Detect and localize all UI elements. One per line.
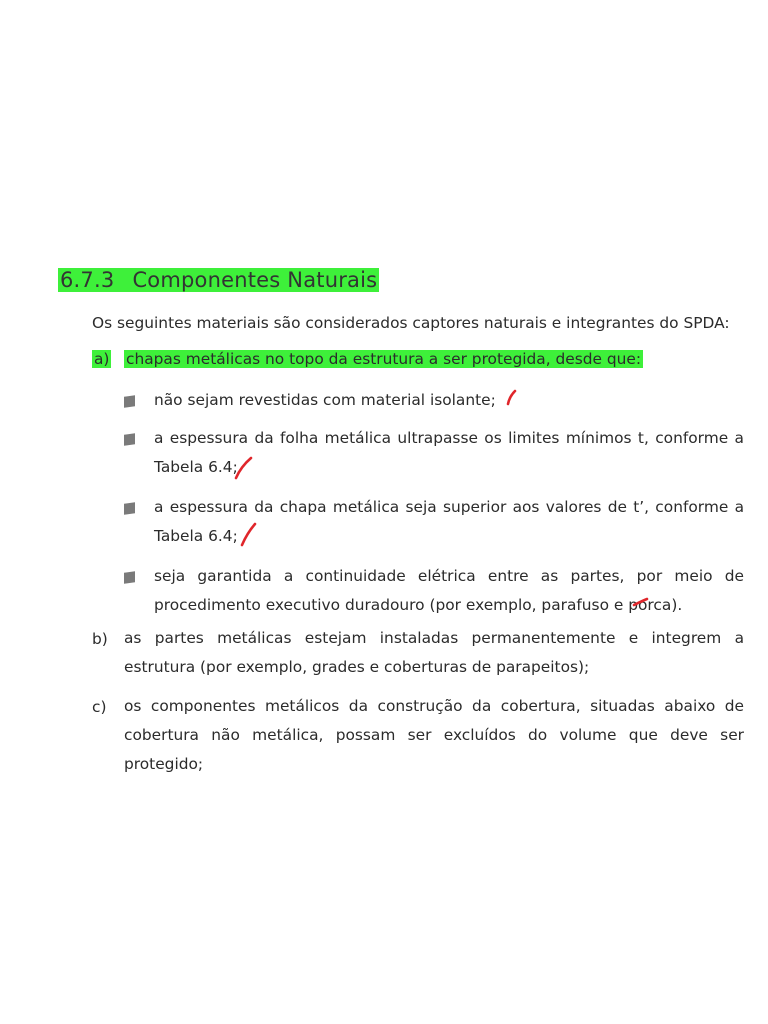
red-check-mark-icon	[503, 388, 519, 408]
item-c-label: c)	[92, 698, 107, 716]
bullet-marker-1	[124, 395, 135, 408]
intro-paragraph: Os seguintes materiais são considerados captores naturais e integrantes do SPDA:	[92, 314, 730, 332]
item-b-text: as partes metálicas estejam instaladas permanentemente e integrem a estrutura (por exemplo, grades e coberturas de parapeitos);	[124, 629, 744, 676]
bullet-text-2: a espessura da folha metálica ultrapasse os limites mínimos t, conforme a Tabela 6.4;	[154, 429, 744, 476]
item-c-text: os componentes metálicos da construção da cobertura, situadas abaixo de cobertura não metálica, possam ser excluídos do volume que deve ser protegido;	[124, 697, 744, 773]
bullet-text-1: não sejam revestidas com material isolante;	[154, 391, 496, 409]
section-number: 6.7.3	[60, 268, 115, 292]
bullet-text-3: a espessura da chapa metálica seja superior aos valores de t’, conforme a Tabela 6.4;	[154, 498, 744, 545]
red-check-mark-icon	[238, 522, 260, 548]
red-check-mark-icon	[232, 456, 254, 482]
bullet-text-4: seja garantida a continuidade elétrica entre as partes, por meio de procedimento executivo duradouro (por exemplo, parafuso e porca).	[154, 567, 744, 614]
item-a-label: a)	[94, 350, 110, 368]
section-title: Componentes Naturais	[132, 268, 378, 292]
bullet-marker-3	[124, 502, 135, 515]
item-a-text: chapas metálicas no topo da estrutura a ser protegida, desde que:	[126, 350, 642, 368]
item-b-label: b)	[92, 630, 108, 648]
red-dash-mark-icon	[632, 596, 650, 608]
bullet-marker-2	[124, 433, 135, 446]
section-heading	[58, 268, 379, 292]
bullet-marker-4	[124, 571, 135, 584]
